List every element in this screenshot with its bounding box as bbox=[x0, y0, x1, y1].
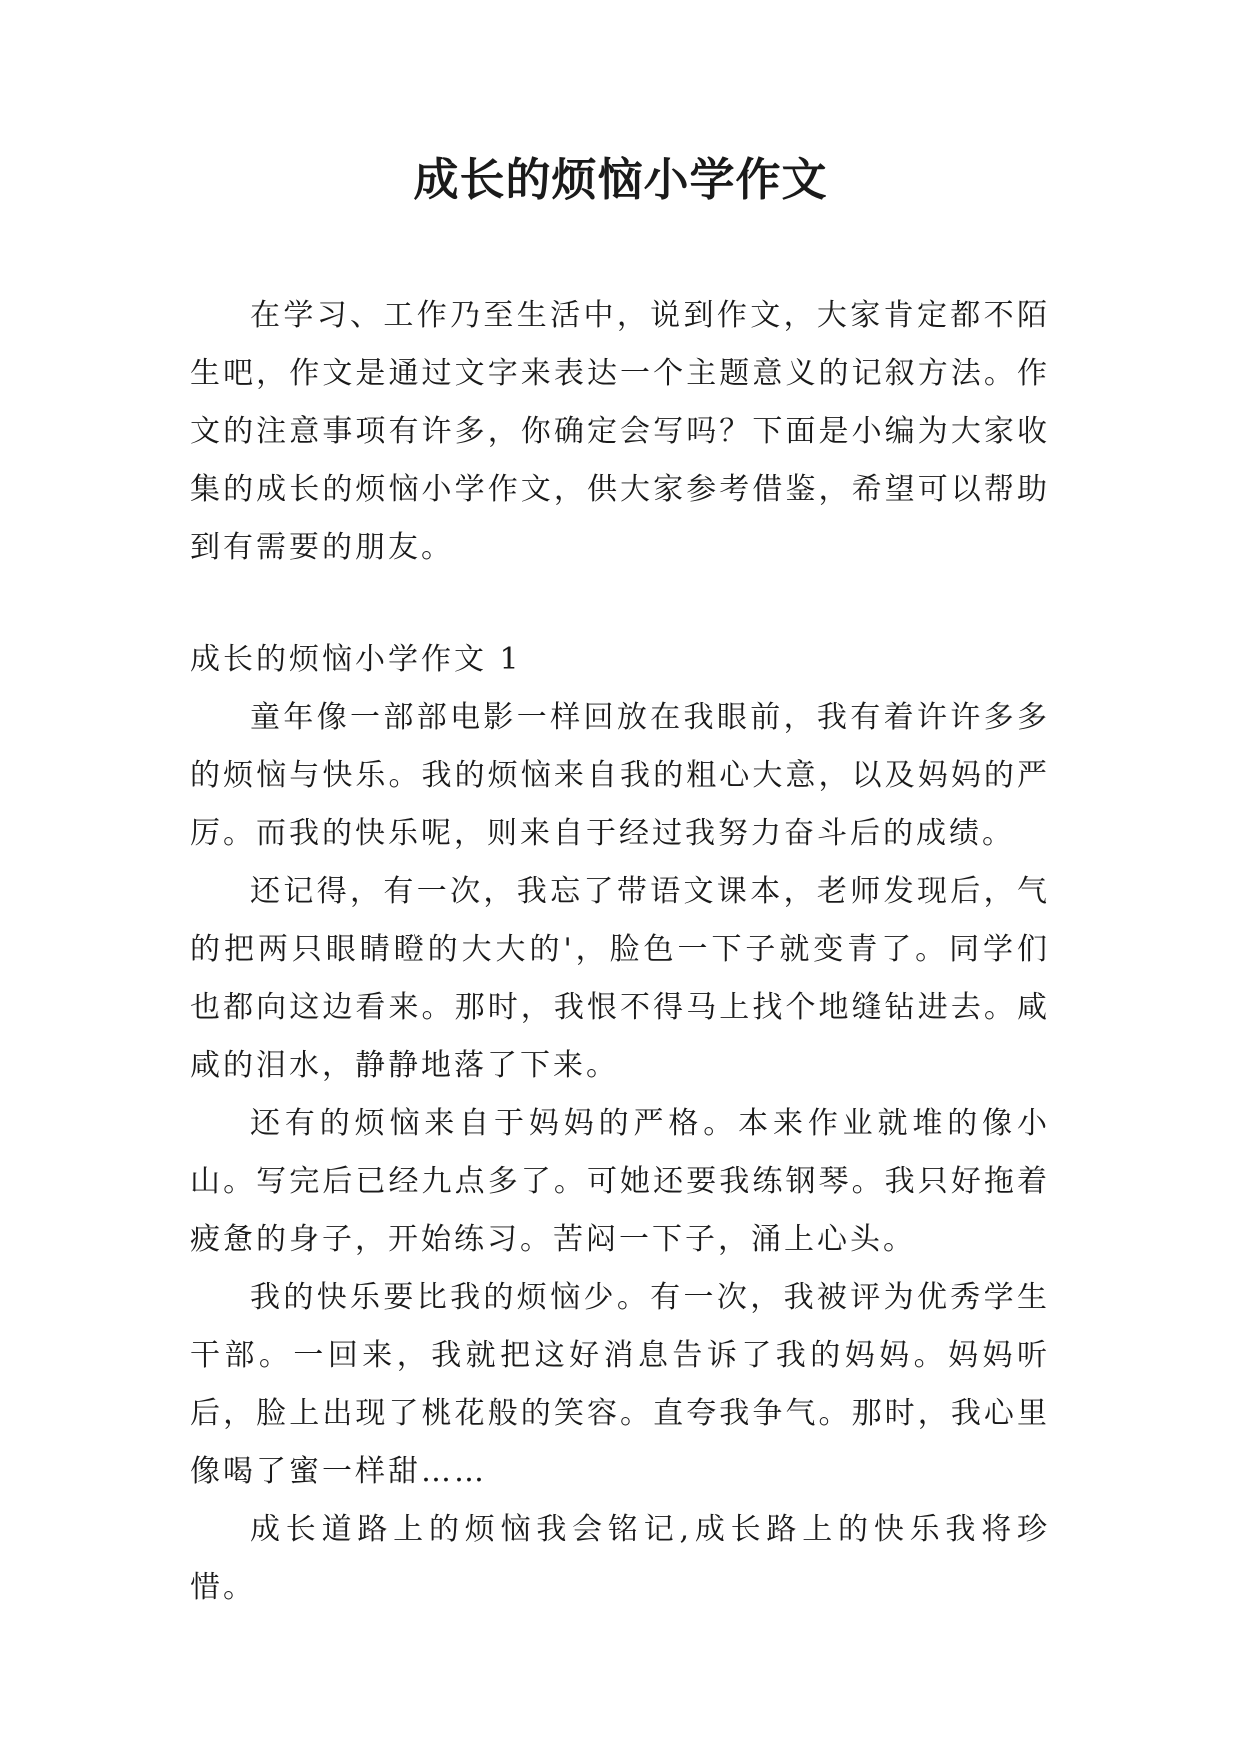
essay-paragraph-5: 成长道路上的烦恼我会铭记,成长路上的快乐我将珍惜。 bbox=[190, 1512, 1050, 1605]
intro-paragraph: 在学习、工作乃至生活中，说到作文，大家肯定都不陌生吧，作文是通过文字来表达一个主题意义的记叙方法。作文的注意事项有许多，你确定会写吗？下面是小编为大家收集的成长的烦恼小学作文，供大家参考借鉴，希望可以帮助到有需要的朋友。 bbox=[190, 298, 1050, 565]
essay-paragraph-1: 童年像一部部电影一样回放在我眼前，我有着许许多多的烦恼与快乐。我的烦恼来自我的粗心大意，以及妈妈的严厉。而我的快乐呢，则来自于经过我努力奋斗后的成绩。 bbox=[190, 700, 1050, 851]
section-heading: 成长的烦恼小学作文 1 bbox=[190, 642, 522, 677]
essay-section bbox=[190, 631, 1050, 1617]
essay-paragraph-2: 还记得，有一次，我忘了带语文课本，老师发现后，气的把两只眼睛瞪的大大的'，脸色一下子就变青了。同学们也都向这边看来。那时，我恨不得马上找个地缝钻进去。咸咸的泪水，静静地落了下来。 bbox=[190, 874, 1050, 1083]
document-title: 成长的烦恼小学作文 bbox=[413, 153, 828, 206]
essay-paragraph-3: 还有的烦恼来自于妈妈的严格。本来作业就堆的像小山。写完后已经九点多了。可她还要我练钢琴。我只好拖着疲惫的身子，开始练习。苦闷一下子，涌上心头。 bbox=[190, 1106, 1050, 1257]
intro-block bbox=[190, 287, 1050, 577]
essay-paragraph-4: 我的快乐要比我的烦恼少。有一次，我被评为优秀学生干部。一回来，我就把这好消息告诉了我的妈妈。妈妈听后，脸上出现了桃花般的笑容。直夸我争气。那时，我心里像喝了蜜一样甜…… bbox=[190, 1280, 1050, 1489]
